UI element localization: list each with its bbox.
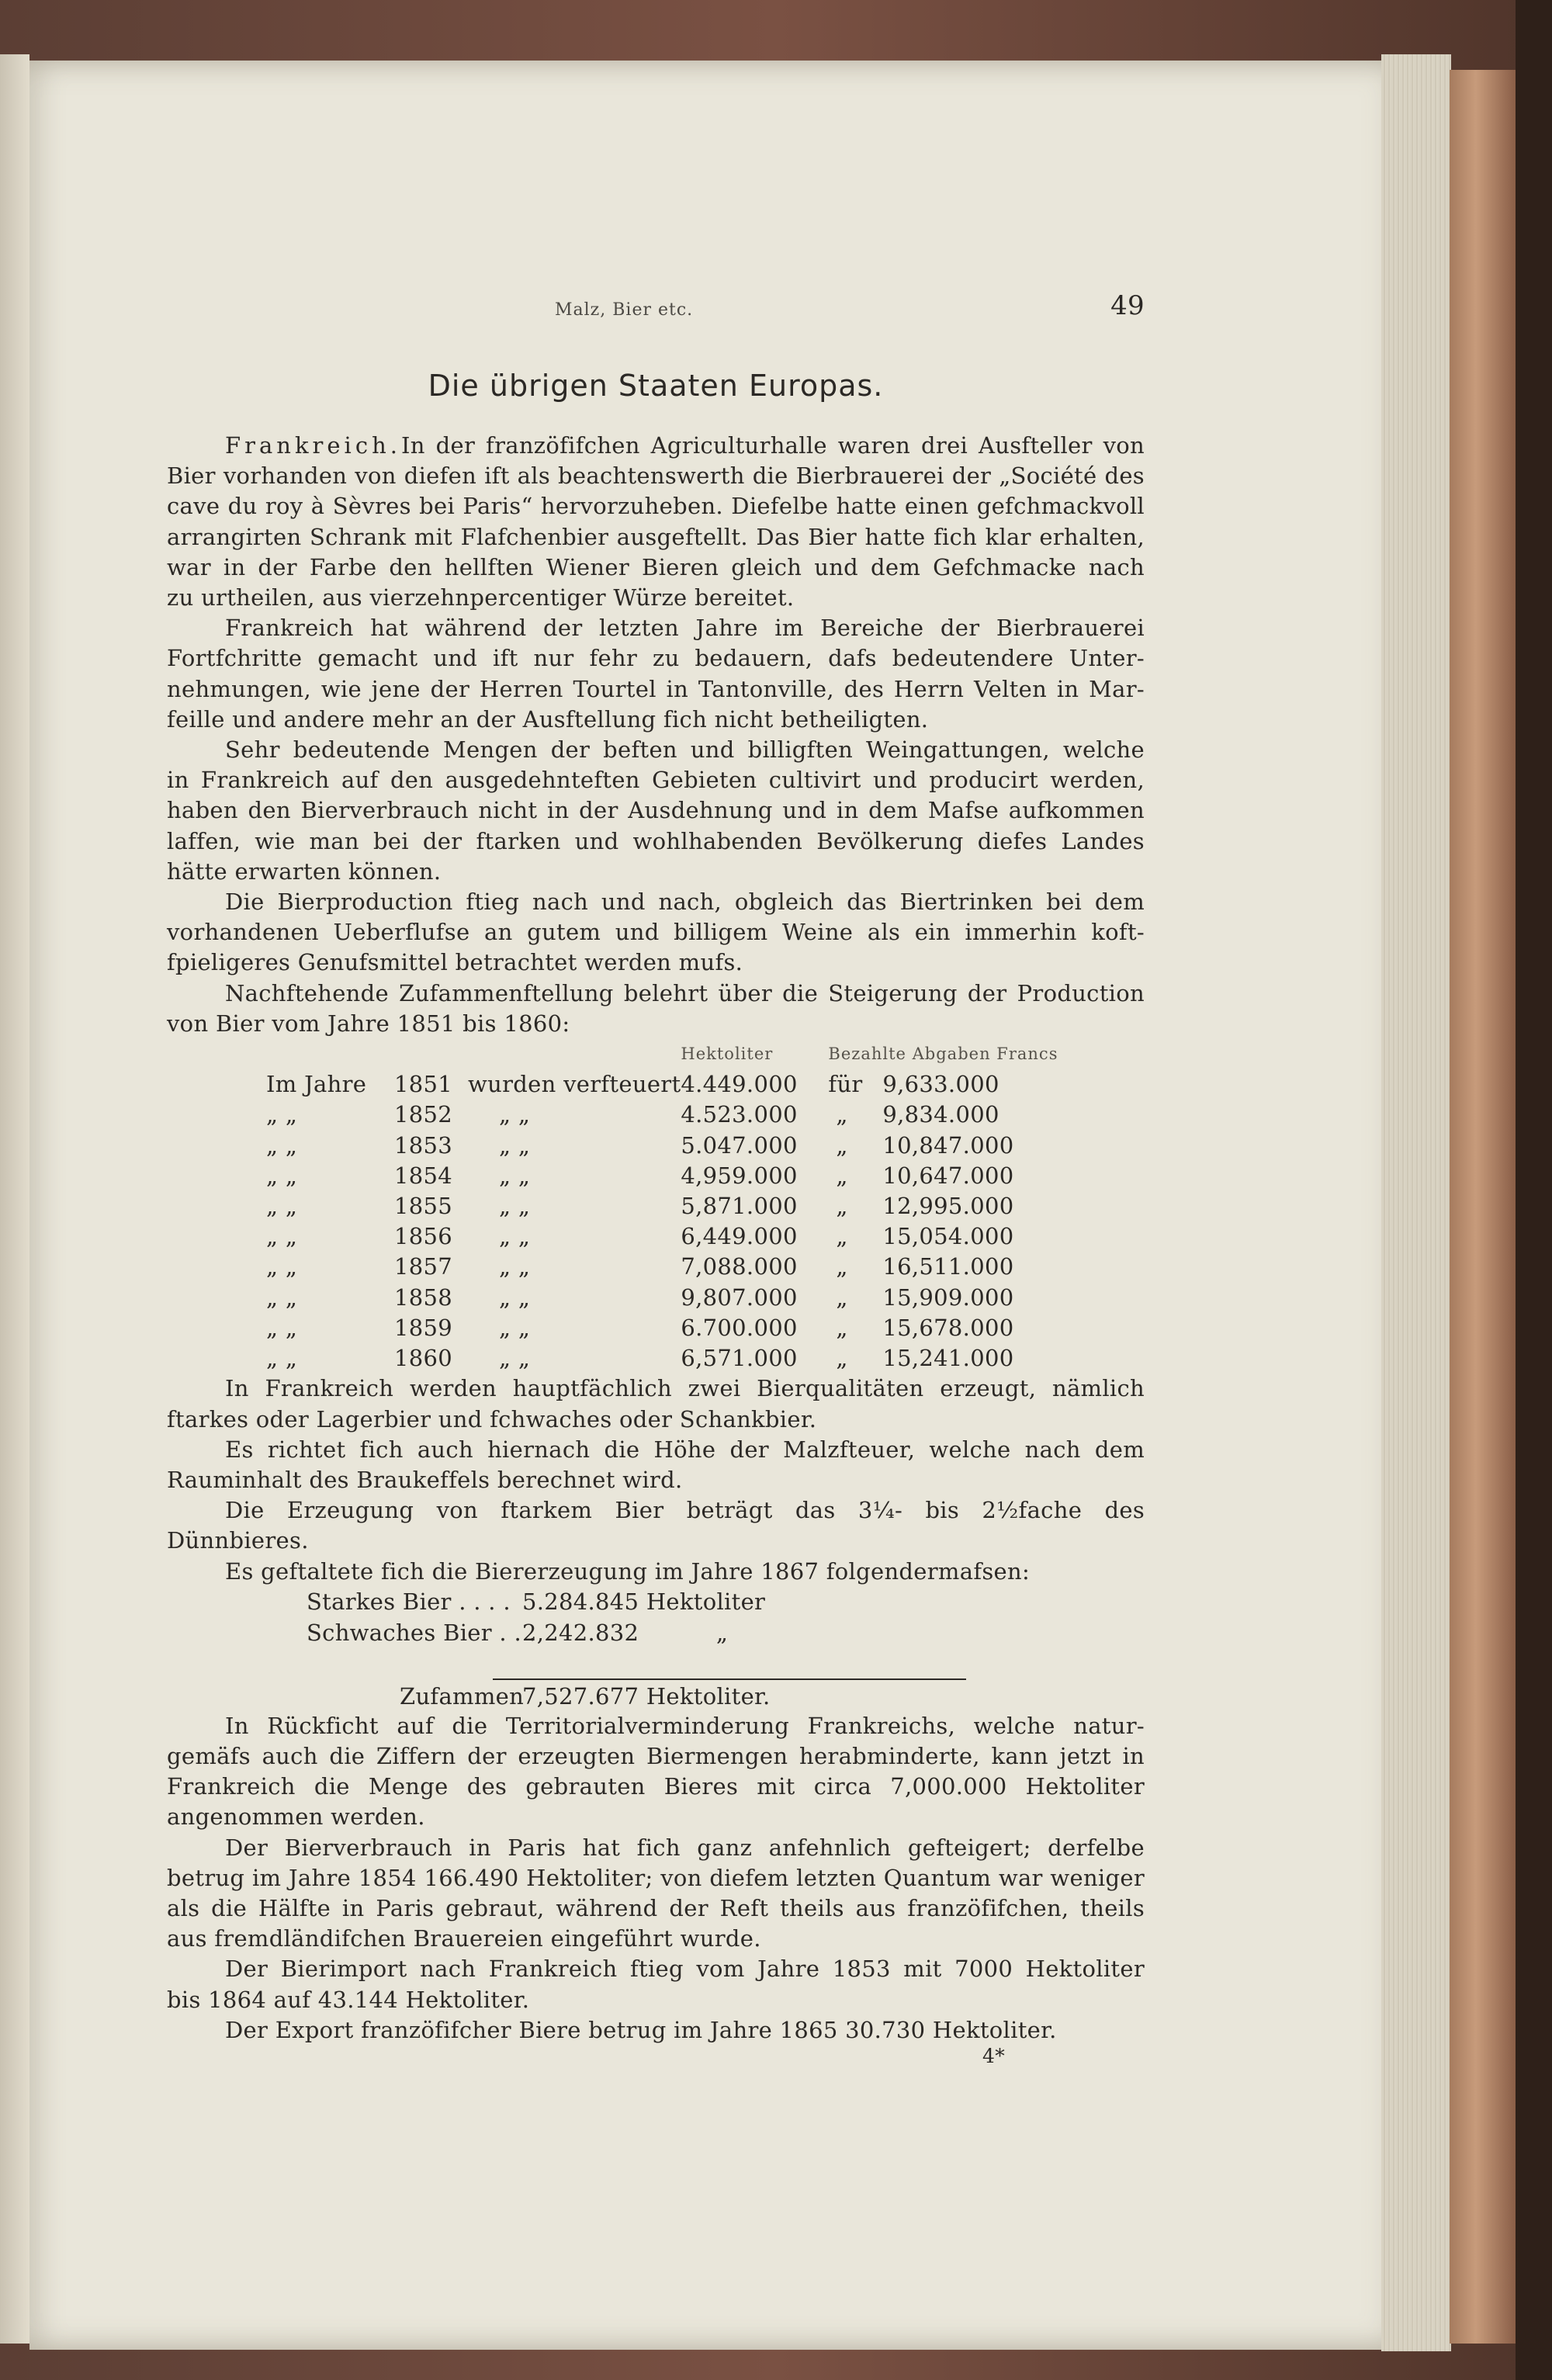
production-table <box>167 1039 1076 1374</box>
text-line: Dünnbieres. <box>167 1527 309 1554</box>
row-francs: 10,847.000 <box>882 1131 1014 1159</box>
row-francs: 15,678.000 <box>882 1314 1014 1341</box>
paragraph-lead: Frankreich. <box>225 432 401 459</box>
row-label: Im Jahre <box>266 1071 367 1098</box>
row-francs: 12,995.000 <box>882 1193 1014 1220</box>
paragraph <box>167 1435 1145 1495</box>
weak-beer-row <box>307 1618 536 1648</box>
row-verb: „ „ <box>499 1223 531 1250</box>
row-fur: „ <box>836 1162 848 1189</box>
paragraphs-middle <box>167 1374 1145 1586</box>
text-line: Frankreich hat während der letzten Jahre im Bereiche der Bierbrauerei <box>225 615 1145 642</box>
running-head <box>167 290 1145 326</box>
strong-beer-label: Starkes Bier . . . . <box>307 1588 511 1615</box>
strong-beer-row <box>307 1587 511 1617</box>
row-fur: „ <box>836 1314 848 1341</box>
row-francs: 16,511.000 <box>882 1253 1014 1280</box>
text-line: haben den Bierverbrauch nicht in der Ausdehnung und in dem Mafse aufkommen <box>167 797 1145 824</box>
row-year: 1852 <box>394 1101 453 1128</box>
weak-beer-value: 2,242.832 <box>522 1619 639 1646</box>
page-edges <box>1381 54 1451 2351</box>
text-line: feille und andere mehr an der Ausftellung fich nicht betheiligten. <box>167 705 929 733</box>
text-line: Die Erzeugung von ftarkem Bier beträgt das 3¼- bis 2½fache des <box>225 1497 1145 1524</box>
text-line: zu urtheilen, aus vierzehnpercentiger Würze bereitet. <box>167 584 795 611</box>
table-row <box>167 1252 1076 1282</box>
text-line: von Bier vom Jahre 1851 bis 1860: <box>167 1010 570 1037</box>
left-page-edge <box>0 54 29 2344</box>
row-fur: „ <box>836 1284 848 1311</box>
paragraph <box>167 887 1145 979</box>
text-line: ftarkes oder Lagerbier und fchwaches oder Schankbier. <box>167 1405 817 1433</box>
row-label: „ „ <box>266 1193 298 1220</box>
body-block <box>167 431 1145 2067</box>
paragraph <box>167 1374 1145 1434</box>
text-line: Die Bierproduction ftieg nach und nach, obgleich das Biertrinken bei dem <box>225 889 1145 916</box>
signature-mark: 4* <box>982 2044 1005 2067</box>
table-row <box>167 1191 1076 1221</box>
row-fur: „ <box>836 1131 848 1159</box>
row-verb: „ „ <box>499 1284 531 1311</box>
row-fur: „ <box>836 1253 848 1280</box>
row-hektoliter: 6,449.000 <box>681 1223 798 1250</box>
row-label: „ „ <box>266 1131 298 1159</box>
row-year: 1855 <box>394 1193 453 1220</box>
text-line: angenommen werden. <box>167 1803 425 1831</box>
row-label: „ „ <box>266 1314 298 1341</box>
paragraph <box>167 1557 1145 1587</box>
row-label: „ „ <box>266 1223 298 1250</box>
text-line: Sehr bedeutende Mengen der beften und billigften Weingattungen, welche <box>225 736 1145 764</box>
text-line: Rauminhalt des Braukeffels berechnet wird. <box>167 1466 683 1493</box>
row-hektoliter: 6.700.000 <box>681 1314 798 1341</box>
text-line: Es richtet fich auch hiernach die Höhe der Malzfteuer, welche nach dem <box>225 1436 1145 1463</box>
row-year: 1856 <box>394 1223 453 1250</box>
text-line: als die Hälfte in Paris gebraut, während der Reft theils aus franzöfifchen, theils <box>167 1894 1145 1921</box>
table-row <box>167 1283 1076 1313</box>
binding-edge <box>1450 70 1516 2344</box>
text-line: aus fremdländifchen Brauereien eingeführt wurde. <box>167 1925 761 1952</box>
table-row <box>167 1069 1076 1100</box>
row-verb: „ „ <box>499 1345 531 1372</box>
row-verb: „ „ <box>499 1314 531 1341</box>
paragraph <box>167 1711 1145 1833</box>
row-francs: 15,241.000 <box>882 1345 1014 1372</box>
text-line: hätte erwarten können. <box>167 857 442 885</box>
paragraph <box>167 613 1145 735</box>
header-hektoliter: Hektoliter <box>681 1044 774 1064</box>
row-verb: „ „ <box>499 1162 531 1189</box>
text-line: Bier vorhanden von diefen ift als beachtenswerth die Bierbrauerei der „Société des <box>167 462 1145 490</box>
strong-beer-unit: Hektoliter <box>646 1588 766 1615</box>
table-row <box>167 1161 1076 1191</box>
row-fur: „ <box>836 1223 848 1250</box>
text-line: In Frankreich werden hauptfächlich zwei Bierqualitäten erzeugt, nämlich <box>225 1375 1145 1402</box>
table-row <box>167 1221 1076 1252</box>
total-unit: Hektoliter. <box>646 1682 771 1710</box>
table-row <box>167 1343 1076 1374</box>
paragraph <box>167 1495 1145 1556</box>
header-abgaben: Bezahlte Abgaben Francs <box>828 1044 1058 1064</box>
total-row <box>400 1682 524 1712</box>
text-line: war in der Farbe den hellften Wiener Bieren gleich und dem Gefchmacke nach <box>167 553 1145 580</box>
row-label: „ „ <box>266 1101 298 1128</box>
strong-beer-value: 5.284.845 <box>522 1588 639 1615</box>
row-verb: „ „ <box>499 1193 531 1220</box>
sum-rule <box>493 1678 966 1680</box>
table-header-row <box>167 1039 1076 1069</box>
total-value: 7,527.677 <box>522 1682 639 1710</box>
text-line: laffen, wie man bei der ftarken und wohlhabenden Bevölkerung diefes Landes <box>167 827 1145 854</box>
text-line: nehmungen, wie jene der Herren Tourtel in Tantonville, des Herrn Velten in Mar- <box>167 675 1145 702</box>
row-hektoliter: 6,571.000 <box>681 1345 798 1372</box>
weak-beer-label: Schwaches Bier . . . <box>307 1619 536 1646</box>
row-verb: „ „ <box>499 1253 531 1280</box>
row-hektoliter: 4,959.000 <box>681 1162 798 1189</box>
total-label: Zufammen <box>400 1682 525 1710</box>
row-francs: 10,647.000 <box>882 1162 1014 1189</box>
total-value-row <box>522 1682 771 1712</box>
row-year: 1853 <box>394 1131 453 1159</box>
row-label: „ „ <box>266 1284 298 1311</box>
weak-beer-unit: „ <box>715 1619 729 1646</box>
table-row <box>167 1100 1076 1130</box>
text-line: Es geftaltete fich die Biererzeugung im Jahre 1867 folgendermafsen: <box>225 1557 1031 1585</box>
row-hektoliter: 5,871.000 <box>681 1193 798 1220</box>
row-fur: „ <box>836 1101 848 1128</box>
text-line: fpieligeres Genufsmittel betrachtet werden mufs. <box>167 949 743 976</box>
text-line: betrug im Jahre 1854 166.490 Hektoliter; von diefem letzten Quantum war weniger <box>167 1864 1145 1891</box>
paragraph <box>167 2015 1145 2046</box>
row-label: „ „ <box>266 1345 298 1372</box>
row-fur: „ <box>836 1193 848 1220</box>
running-title: Malz, Bier etc. <box>555 300 694 320</box>
row-year: 1851 <box>394 1071 453 1098</box>
production-1867 <box>167 1587 1145 1711</box>
section-heading: Die übrigen Staaten Europas. <box>428 369 884 403</box>
text-line: vorhandenen Ueberflufse an gutem und billigem Weine als ein immerhin koft- <box>167 919 1145 946</box>
row-hektoliter: 5.047.000 <box>681 1131 798 1159</box>
text-line: gemäfs auch die Ziffern der erzeugten Biermengen herabminderte, kann jetzt in <box>167 1742 1145 1769</box>
paragraphs-after <box>167 1711 1145 2046</box>
row-fur: für <box>828 1071 863 1098</box>
paragraph <box>167 1954 1145 2015</box>
text-line: Frankreich die Menge des gebrauten Bieres mit circa 7,000.000 Hektoliter <box>167 1773 1145 1800</box>
strong-beer-value-row <box>522 1587 765 1617</box>
text-line: Der Bierimport nach Frankreich ftieg vom Jahre 1853 mit 7000 Hektoliter <box>225 1956 1145 1983</box>
row-label: „ „ <box>266 1253 298 1280</box>
row-francs: 9,633.000 <box>882 1071 999 1098</box>
table-row <box>167 1131 1076 1161</box>
row-year: 1857 <box>394 1253 453 1280</box>
paragraphs-before-table <box>167 431 1145 1039</box>
text-line: In der franzöfifchen Agriculturhalle waren drei Ausfteller von <box>400 432 1145 459</box>
row-fur: „ <box>836 1345 848 1372</box>
cover-edge <box>1516 0 1552 2380</box>
row-year: 1860 <box>394 1345 453 1372</box>
row-verb: „ „ <box>499 1101 531 1128</box>
row-francs: 9,834.000 <box>882 1101 999 1128</box>
paragraph <box>167 979 1145 1039</box>
row-francs: 15,909.000 <box>882 1284 1014 1311</box>
table-row <box>167 1313 1076 1343</box>
text-line: bis 1864 auf 43.144 Hektoliter. <box>167 1986 530 2013</box>
text-line: Der Export franzöfifcher Biere betrug im Jahre 1865 30.730 Hektoliter. <box>225 2016 1057 2043</box>
text-line: arrangirten Schrank mit Flafchenbier ausgeftellt. Das Bier hatte fich klar erhalten, <box>167 523 1145 550</box>
paragraph <box>167 431 1145 613</box>
row-year: 1859 <box>394 1314 453 1341</box>
row-hektoliter: 4.449.000 <box>681 1071 798 1098</box>
text-line: Nachftehende Zufammenftellung belehrt über die Steigerung der Production <box>225 979 1145 1006</box>
row-label: „ „ <box>266 1162 298 1189</box>
row-verb: wurden verfteuert <box>468 1071 681 1098</box>
row-hektoliter: 4.523.000 <box>681 1101 798 1128</box>
row-hektoliter: 9,807.000 <box>681 1284 798 1311</box>
text-line: cave du roy à Sèvres bei Paris“ hervorzuheben. Diefelbe hatte einen gefchmackvoll <box>167 493 1145 520</box>
row-francs: 15,054.000 <box>882 1223 1014 1250</box>
row-hektoliter: 7,088.000 <box>681 1253 798 1280</box>
weak-beer-value-row <box>522 1618 728 1648</box>
text-line: in Frankreich auf den ausgedehnteften Gebieten cultivirt und producirt werden, <box>167 767 1145 794</box>
row-year: 1858 <box>394 1284 453 1311</box>
row-year: 1854 <box>394 1162 453 1189</box>
page-number: 49 <box>1110 290 1145 321</box>
text-line: Der Bierverbrauch in Paris hat fich ganz anfehnlich gefteigert; derfelbe <box>225 1834 1145 1861</box>
paragraph <box>167 1833 1145 1955</box>
row-verb: „ „ <box>499 1131 531 1159</box>
paragraph <box>167 735 1145 887</box>
text-line: In Rückficht auf die Territorialverminderung Frankreichs, welche natur- <box>225 1712 1145 1739</box>
text-line: Fortfchritte gemacht und ift nur fehr zu bedauern, dafs bedeutendere Unter- <box>167 645 1145 672</box>
